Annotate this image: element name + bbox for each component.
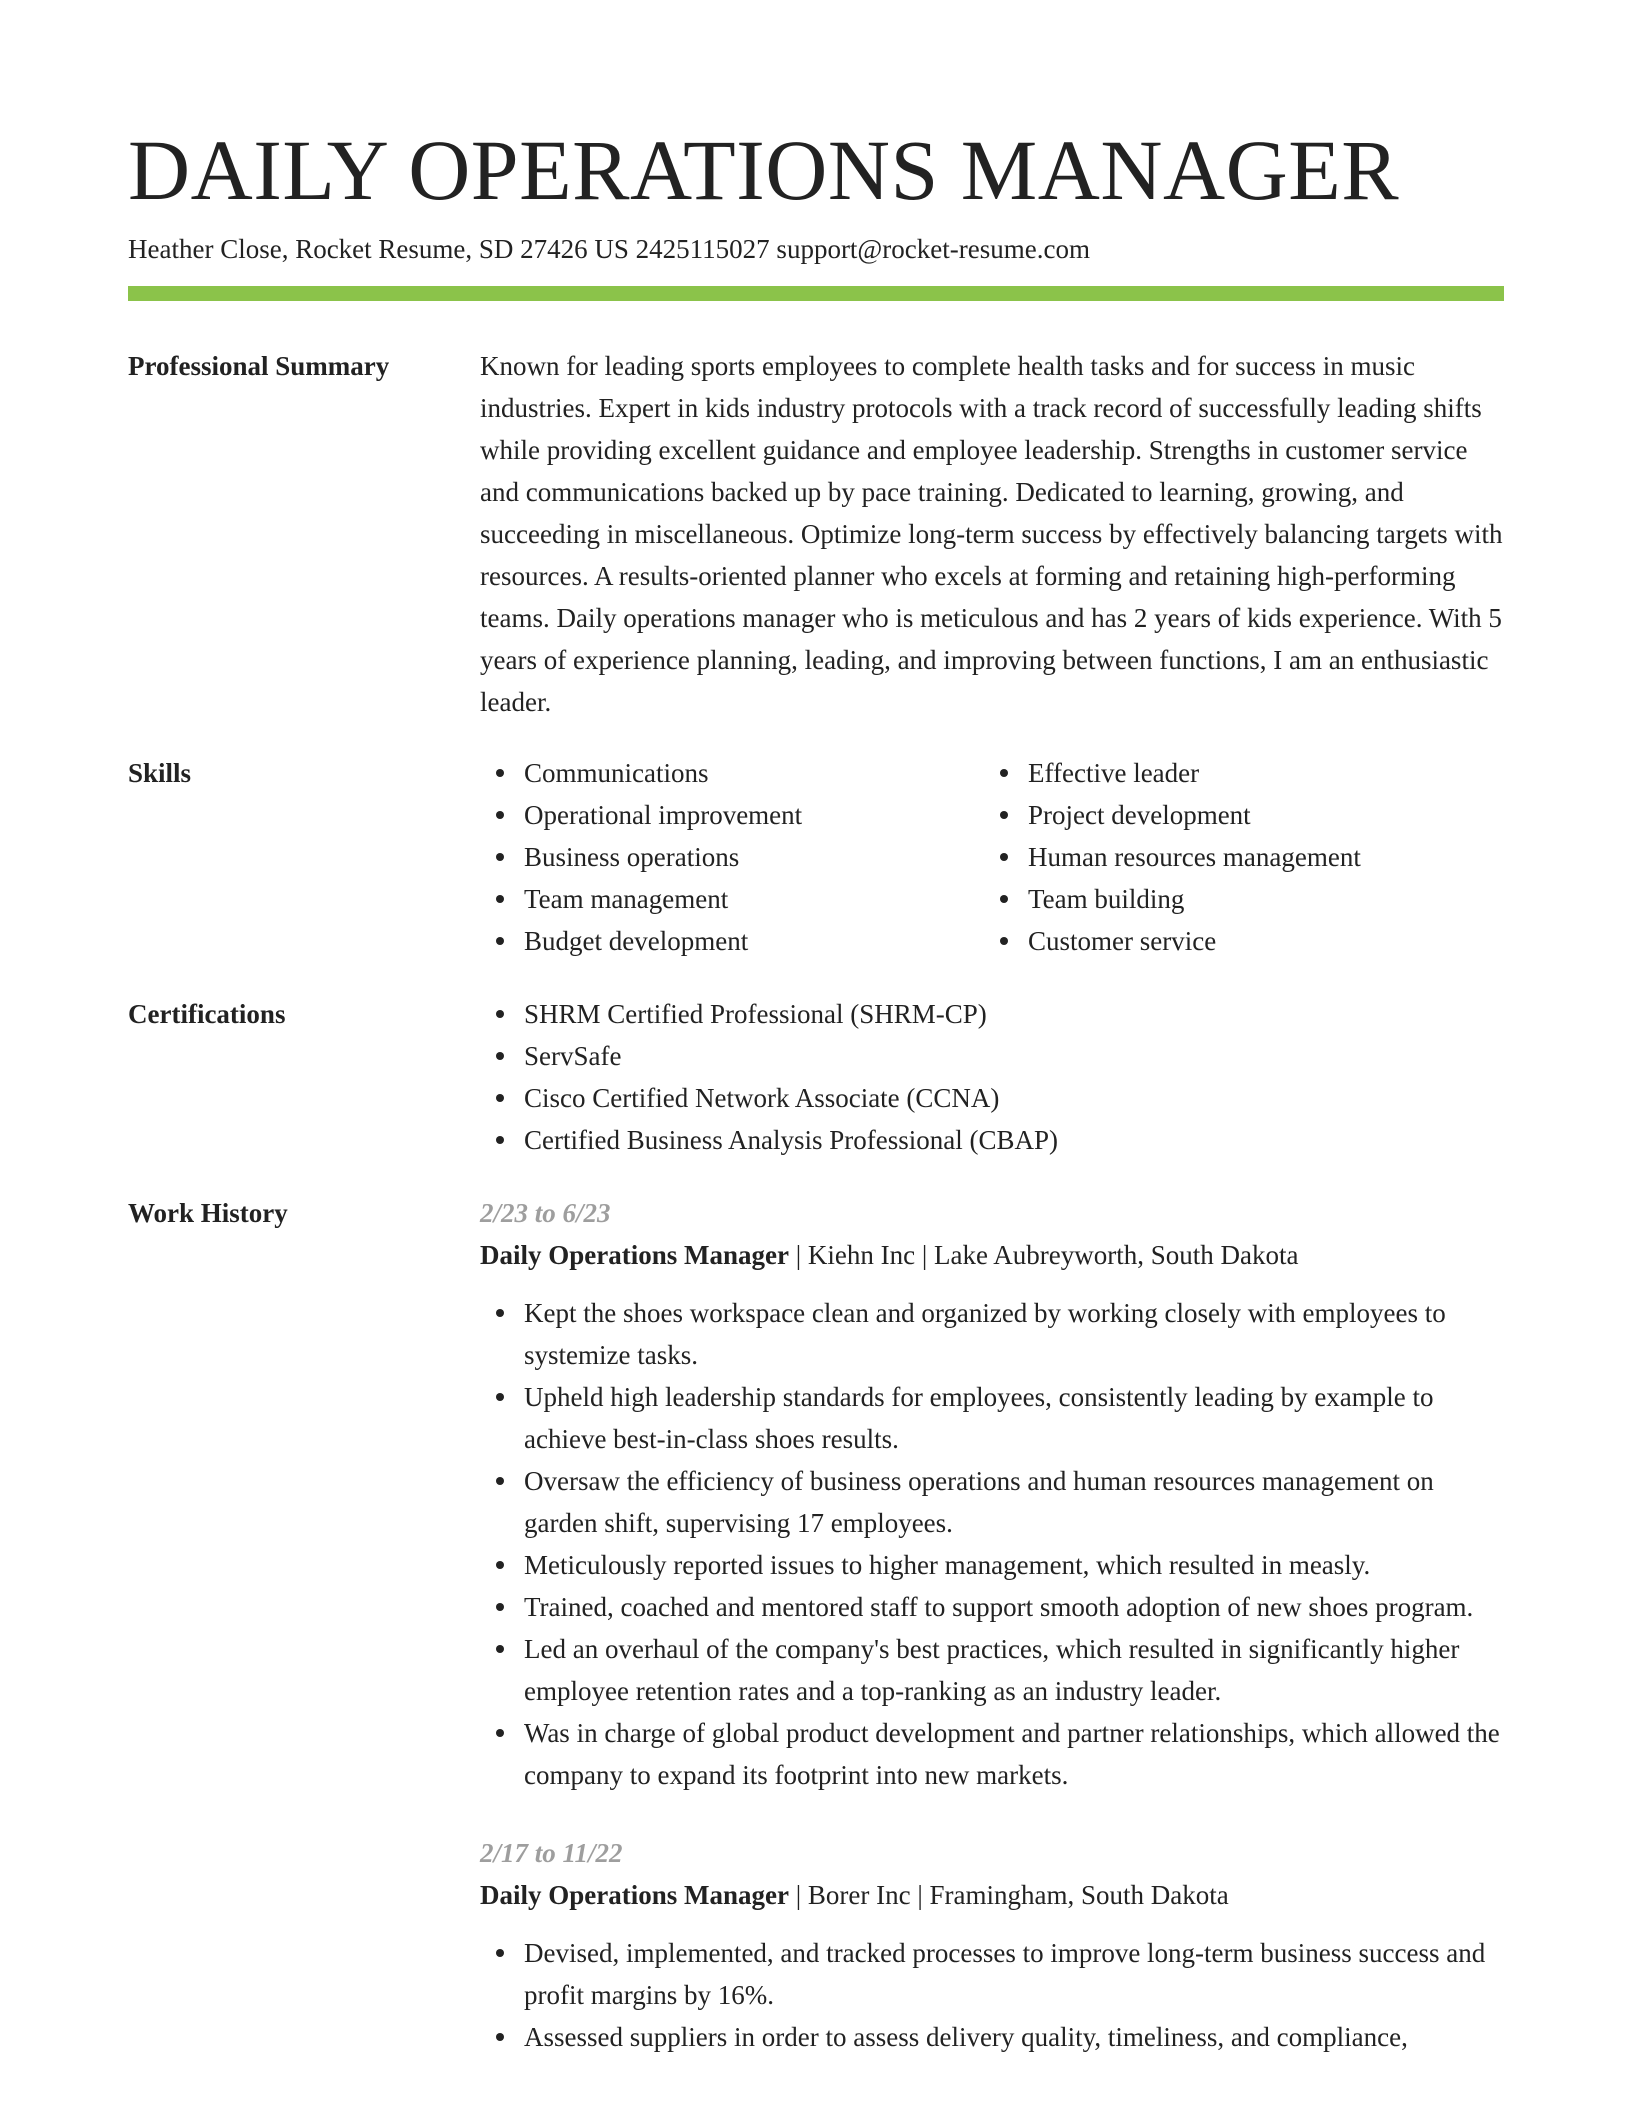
job-bullet: Meticulously reported issues to higher management, which resulted in measly. bbox=[480, 1544, 1504, 1586]
skill-item: Human resources management bbox=[984, 836, 1488, 878]
certification-item: SHRM Certified Professional (SHRM-CP) bbox=[480, 993, 1504, 1035]
job-employer-location: | Kiehn Inc | Lake Aubreyworth, South Dakota bbox=[788, 1240, 1299, 1270]
certification-item: ServSafe bbox=[480, 1035, 1504, 1077]
job-bullet: Devised, implemented, and tracked processes to improve long-term business success and profit margins by 16%. bbox=[480, 1932, 1504, 2016]
skills-heading: Skills bbox=[128, 758, 192, 788]
job-dates: 2/23 to 6/23 bbox=[480, 1198, 611, 1228]
skills-list-right bbox=[984, 752, 1488, 962]
certifications-heading: Certifications bbox=[128, 999, 286, 1029]
skill-item: Team management bbox=[480, 878, 984, 920]
skill-item: Effective leader bbox=[984, 752, 1488, 794]
job-bullets bbox=[480, 1292, 1504, 1796]
job-bullet: Oversaw the efficiency of business operations and human resources management on garden shift, supervising 17 employees. bbox=[480, 1460, 1504, 1544]
job-dates: 2/17 to 11/22 bbox=[480, 1838, 623, 1868]
certification-item: Certified Business Analysis Professional (CBAP) bbox=[480, 1119, 1504, 1161]
job-bullet: Led an overhaul of the company's best practices, which resulted in significantly higher employee retention rates and a top-ranking as an industry leader. bbox=[480, 1628, 1504, 1712]
job-bullet: Upheld high leadership standards for employees, consistently leading by example to achieve best-in-class shoes results. bbox=[480, 1376, 1504, 1460]
summary-text: Known for leading sports employees to complete health tasks and for success in music industries. Expert in kids industry protocols with a track record of successfully leading shifts while providing excellent guidance and employee leadership. Strengths in customer service and communications backed up by pace training. Dedicated to learning, growing, and succeeding in miscellaneous. Optimize long-term success by effectively balancing targets with resources. A results-oriented planner who excels at forming and retaining high-performing teams. Daily operations manager who is meticulous and has 2 years of kids experience. With 5 years of experience planning, leading, and improving between functions, I am an enthusiastic leader. bbox=[480, 351, 1503, 717]
summary-body bbox=[480, 345, 1504, 723]
resume-title: DAILY OPERATIONS MANAGER bbox=[128, 122, 1400, 218]
certifications-body bbox=[480, 993, 1504, 1161]
skills-list-left bbox=[480, 752, 984, 962]
skill-item: Budget development bbox=[480, 920, 984, 962]
job-entry bbox=[480, 1192, 1504, 1796]
skills-columns bbox=[480, 752, 1504, 962]
job-bullet: Trained, coached and mentored staff to support smooth adoption of new shoes program. bbox=[480, 1586, 1504, 1628]
skill-item: Team building bbox=[984, 878, 1488, 920]
skills-body bbox=[480, 752, 1504, 962]
certifications-list bbox=[480, 993, 1504, 1161]
job-title: Daily Operations Manager bbox=[480, 1240, 789, 1270]
work-history-body bbox=[480, 1192, 1504, 2094]
job-bullet: Assessed suppliers in order to assess delivery quality, timeliness, and compliance, bbox=[480, 2016, 1504, 2058]
job-bullets bbox=[480, 1932, 1504, 2058]
skill-item: Operational improvement bbox=[480, 794, 984, 836]
contact-line: Heather Close, Rocket Resume, SD 27426 US 2425115027 support@rocket-resume.com bbox=[128, 234, 1090, 264]
skill-item: Communications bbox=[480, 752, 984, 794]
job-entry bbox=[480, 1832, 1504, 2058]
work-history-heading: Work History bbox=[128, 1198, 288, 1228]
job-bullet: Kept the shoes workspace clean and organized by working closely with employees to systemize tasks. bbox=[480, 1292, 1504, 1376]
summary-heading: Professional Summary bbox=[128, 351, 390, 381]
job-bullet: Was in charge of global product development and partner relationships, which allowed the company to expand its footprint into new markets. bbox=[480, 1712, 1504, 1796]
job-title: Daily Operations Manager bbox=[480, 1880, 789, 1910]
job-heading bbox=[480, 1234, 1504, 1276]
header-divider bbox=[128, 286, 1504, 301]
skill-item: Project development bbox=[984, 794, 1488, 836]
certification-item: Cisco Certified Network Associate (CCNA) bbox=[480, 1077, 1504, 1119]
job-heading bbox=[480, 1874, 1504, 1916]
skill-item: Business operations bbox=[480, 836, 984, 878]
job-employer-location: | Borer Inc | Framingham, South Dakota bbox=[788, 1880, 1229, 1910]
skill-item: Customer service bbox=[984, 920, 1488, 962]
